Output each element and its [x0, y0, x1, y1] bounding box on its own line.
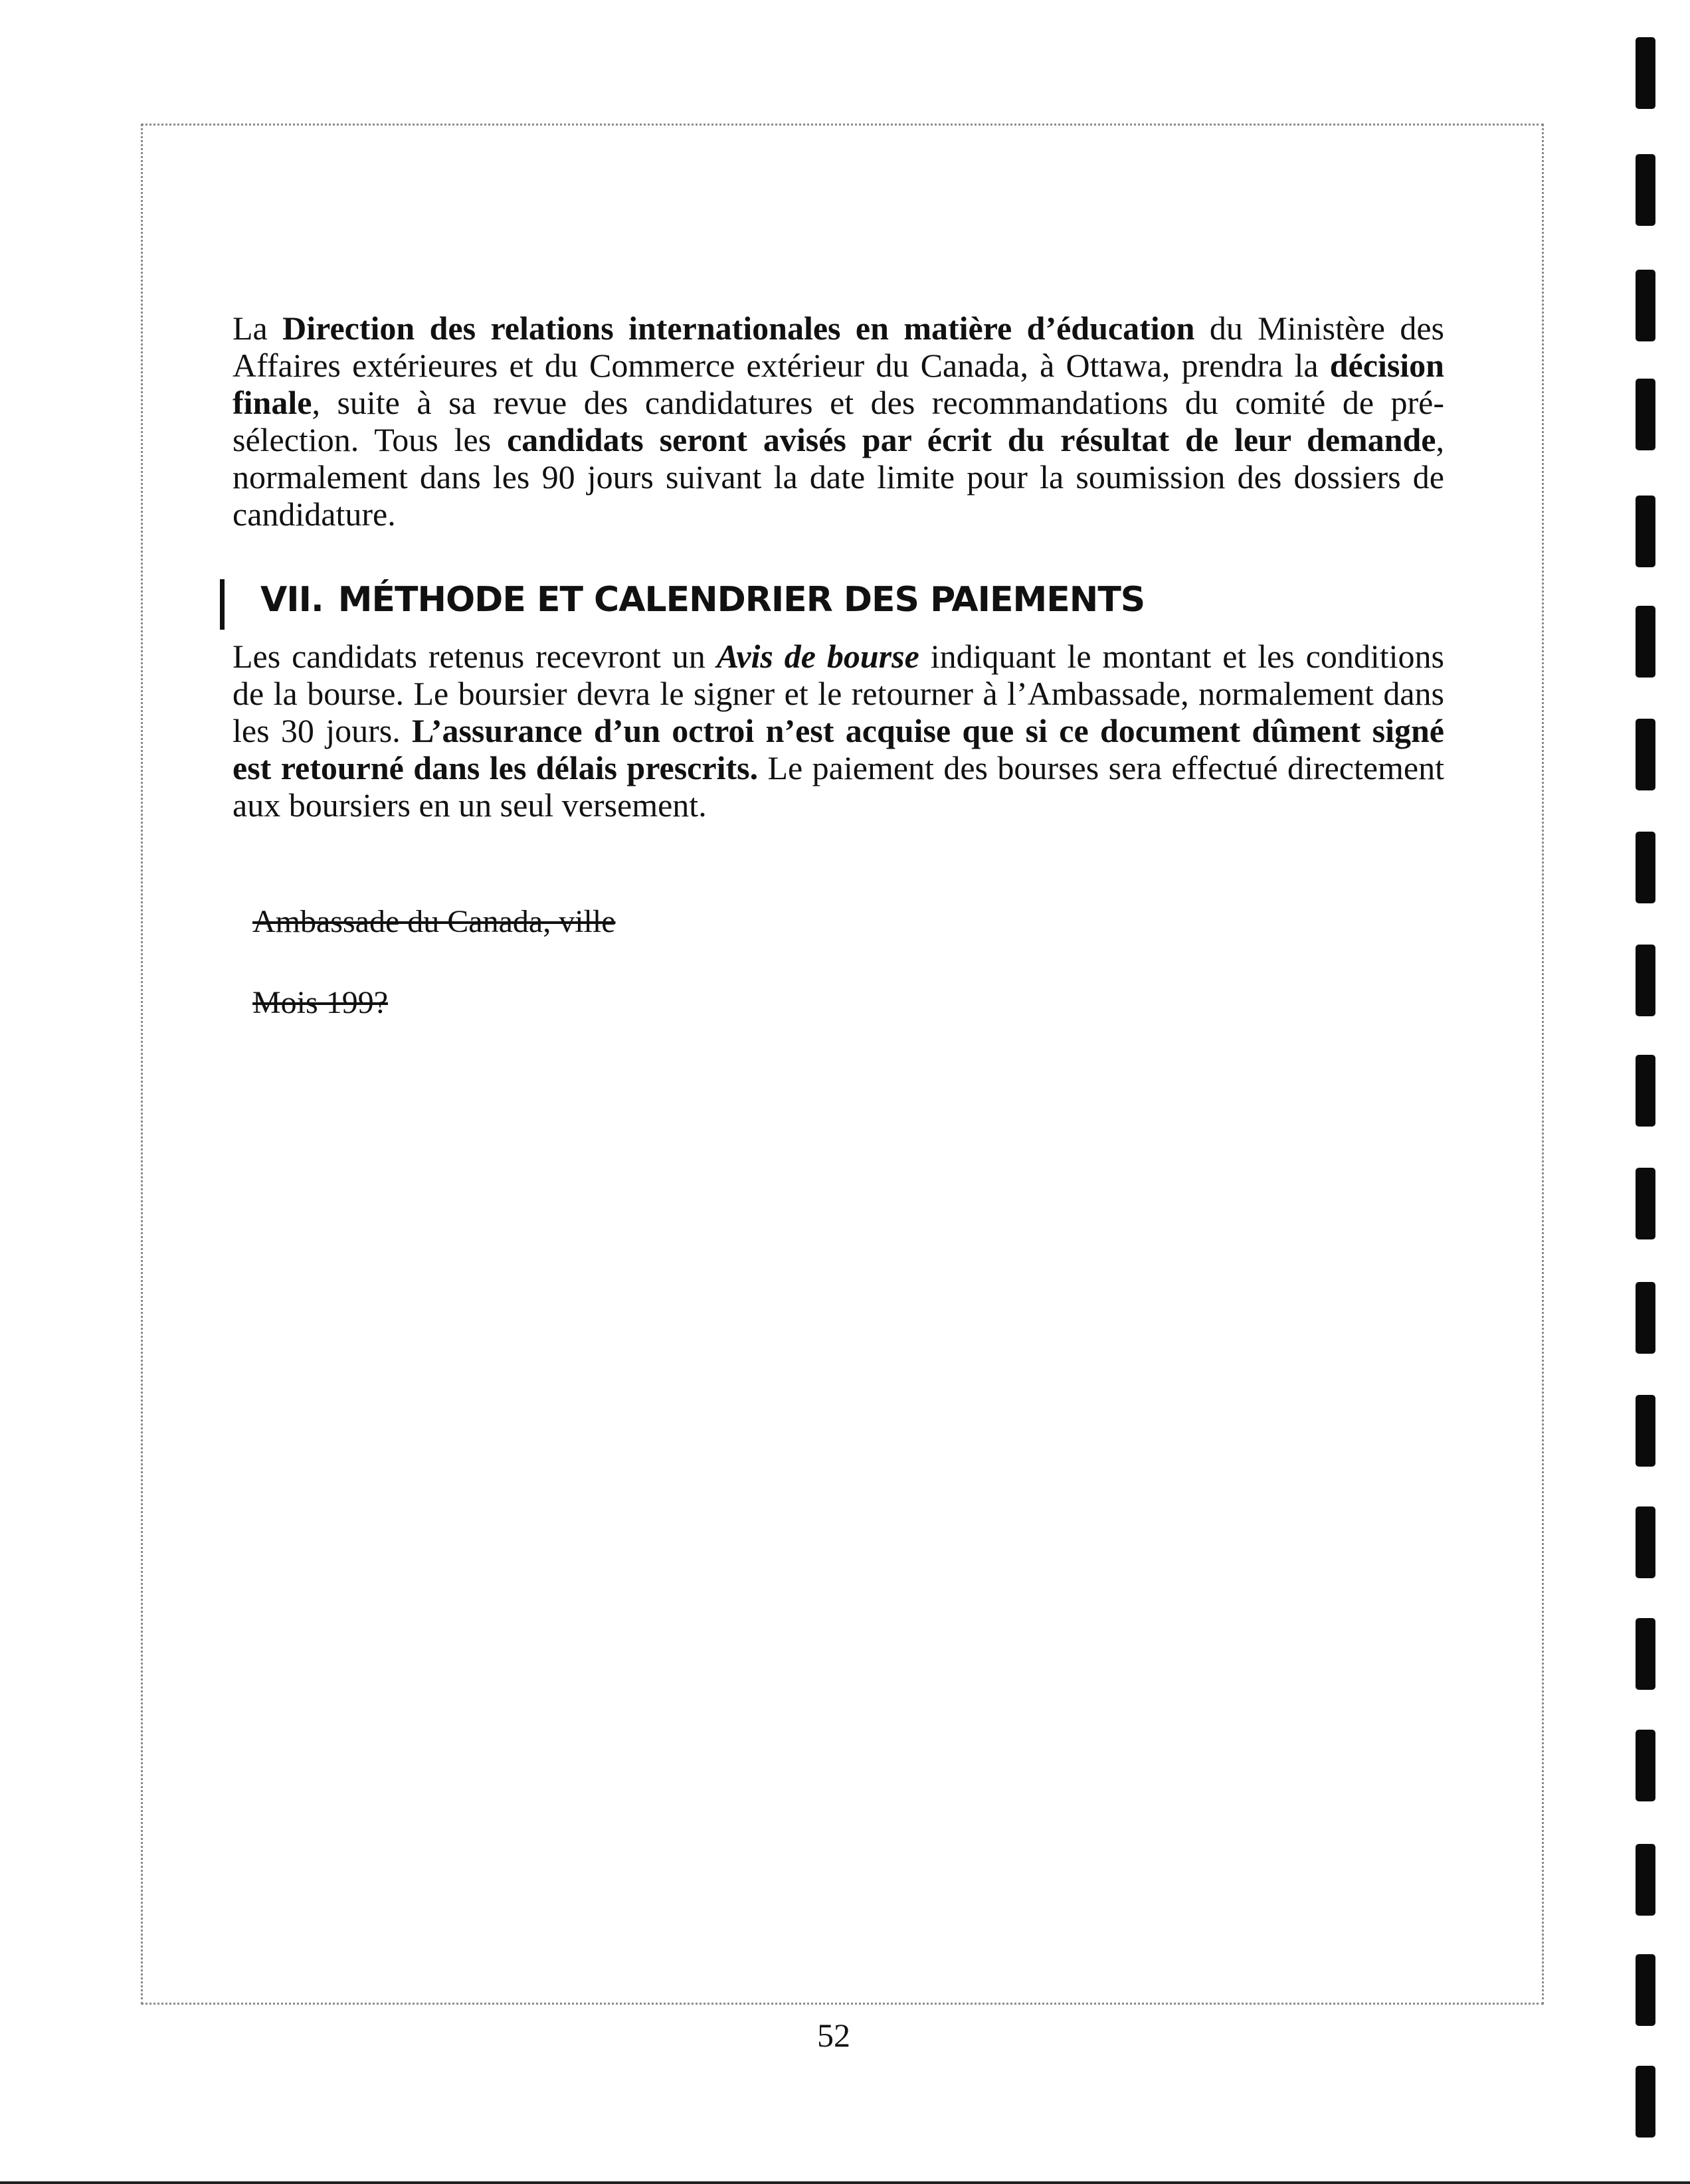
- binding-hole: [1636, 2066, 1655, 2138]
- p2-text-2: indiquant le montant et les conditions de la bourse. Le boursier devra le signer et le retourner à l’Ambassade, normalement dans les 30 jours.: [233, 638, 1444, 749]
- p2-bold-assurance: L’assurance d’un octroi n’est acquise que si ce document dûment signé est retourné dans les délais prescrits.: [233, 712, 1445, 786]
- binding-holes: [1636, 0, 1662, 2184]
- binding-hole: [1636, 1730, 1655, 1801]
- binding-hole: [1636, 832, 1655, 903]
- struck-embassy-line: Ambassade du Canada, ville: [252, 904, 616, 939]
- binding-hole: [1636, 379, 1655, 450]
- p1-text-3: , suite à sa revue des candidatures et des recommandations du comité de pré-sélection. Tous les: [233, 384, 1444, 458]
- p1-bold-decision: décision finale: [233, 347, 1444, 421]
- bottom-edge-rule: [0, 2181, 1690, 2184]
- section-heading: [260, 577, 1145, 623]
- p1-text-2: du Ministère des Affaires extérieures et du Commerce extérieur du Canada, à Ottawa, prendra la: [233, 310, 1444, 384]
- binding-hole: [1636, 719, 1655, 790]
- p1-bold-direction: Direction des relations internationales en matière d’éducation: [282, 310, 1195, 347]
- binding-hole: [1636, 496, 1655, 567]
- section-number: VII.: [260, 580, 324, 620]
- binding-hole: [1636, 154, 1655, 226]
- binding-hole: [1636, 1395, 1655, 1467]
- paragraph-decision: [233, 310, 1444, 533]
- binding-hole: [1636, 1954, 1655, 2026]
- page-number: 52: [817, 2017, 850, 2054]
- p1-text-4: , normalement dans les 90 jours suivant la date limite pour la soumission des dossiers de candidature.: [233, 421, 1444, 533]
- p1-bold-candidats: candidats seront avisés par écrit du résultat de leur demande: [507, 421, 1436, 458]
- binding-hole: [1636, 1618, 1655, 1690]
- binding-hole: [1636, 1506, 1655, 1578]
- section-title: MÉTHODE ET CALENDRIER DES PAIEMENTS: [337, 580, 1145, 620]
- binding-hole: [1636, 37, 1655, 109]
- p2-text-3: Le paiement des bourses sera effectué directement aux boursiers en un seul versement.: [233, 749, 1445, 824]
- binding-hole: [1636, 270, 1655, 341]
- binding-hole: [1636, 1282, 1655, 1354]
- binding-hole: [1636, 606, 1655, 678]
- p2-italic-avis: Avis de bourse: [716, 638, 919, 675]
- p1-text-1: La: [233, 310, 283, 347]
- binding-hole: [1636, 1055, 1655, 1127]
- revision-bar: [220, 579, 225, 630]
- binding-hole: [1636, 945, 1655, 1016]
- p2-text-1: Les candidats retenus recevront un: [233, 638, 717, 675]
- binding-hole: [1636, 1168, 1655, 1239]
- paragraph-paiements: [233, 638, 1444, 824]
- struck-date-line: Mois 199?: [252, 985, 388, 1020]
- binding-hole: [1636, 1844, 1655, 1916]
